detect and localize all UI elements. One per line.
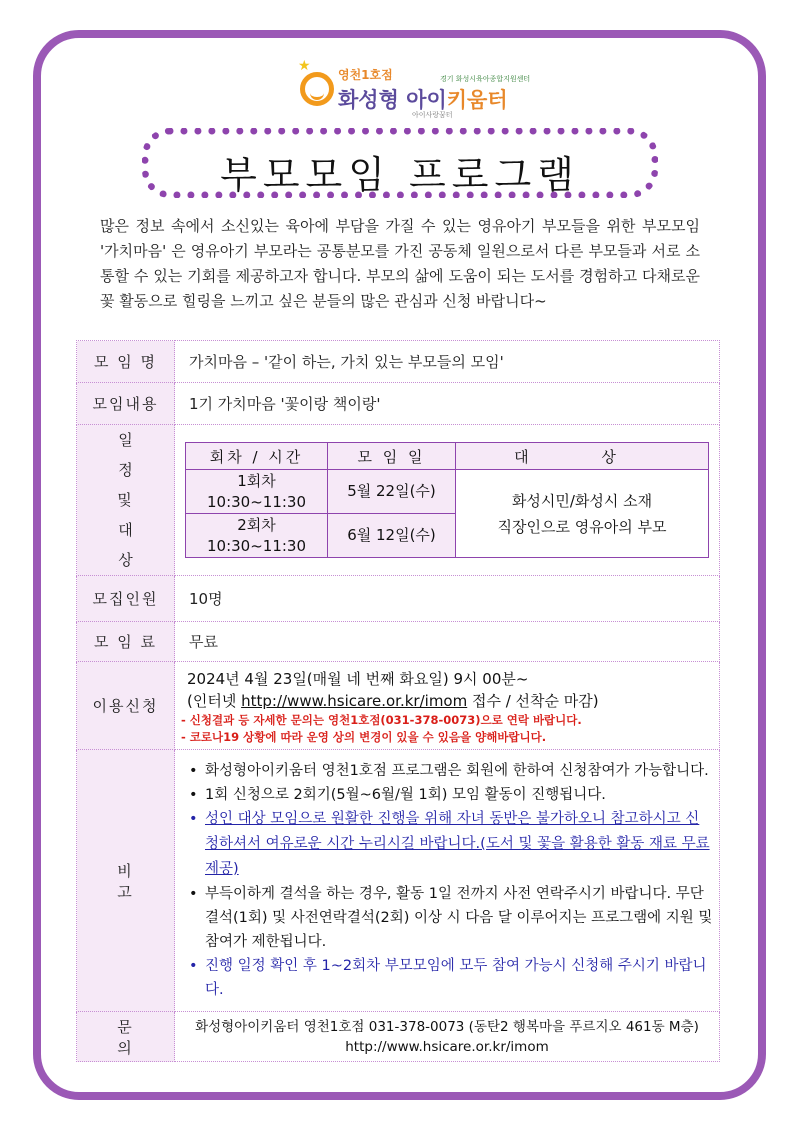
session-1-round-label: 1회차	[237, 471, 276, 490]
remark-item: • 1회 신청으로 2회기(5월~6월/월 1회) 모임 활동이 진행됩니다.	[187, 783, 713, 807]
apply-note-contact: - 신청결과 등 자세한 문의는 영천1호점(031-378-0073)으로 연락 바랍니다.	[181, 712, 582, 727]
row-schedule	[77, 425, 720, 576]
apply-cell	[175, 662, 720, 750]
label-schedule-2: 및	[117, 491, 134, 509]
program-info-table	[76, 340, 720, 1062]
value-program-name: 가치마음 – '같이 하는, 가치 있는 부모들의 모임'	[175, 341, 720, 383]
label-schedule-3: 대 상	[118, 521, 153, 569]
label-remarks: 비 고	[77, 750, 175, 1012]
row-contact	[77, 1012, 720, 1062]
row-program-name	[77, 341, 720, 383]
remark-item: • 화성형아이키움터 영천1호점 프로그램은 회원에 한하여 신청참여가 가능합니다.	[187, 759, 713, 783]
contact-cell	[175, 1012, 720, 1062]
intro-paragraph: 많은 정보 속에서 소신있는 육아에 부담을 가질 수 있는 영유아기 부모들을 위한 부모모임 '가치마음' 은 영유아기 부모라는 공통분모를 가진 공동체 일원으로서 다른 부모들과 서로 소통할 수 있는 기회를 제공하고자 합니다. 부모의 삶에 도움이 되는 도서를 경험하고 다채로운 꽃 활동으로 힐링을 느끼고 싶은 분들의 많은 관심과 신청 바랍니다~	[100, 217, 700, 310]
logo-subtitle: 아이사랑꿈터	[412, 111, 453, 119]
schedule-cell	[175, 425, 720, 576]
page-title: 부모모임 프로그램	[220, 153, 580, 197]
target-line-2: 직장인으로 영유아의 부모	[497, 517, 667, 536]
value-capacity: 10명	[175, 576, 720, 622]
session-2-date: 6월 12일(수)	[328, 514, 456, 558]
apply-method-post: 접수 / 선착순 마감)	[467, 691, 599, 710]
smile-face-icon	[300, 72, 334, 106]
contact-address: 화성형아이키움터 영천1호점 031-378-0073 (동탄2 행복마을 푸르지오 461동 M층)	[195, 1018, 699, 1035]
label-schedule-1: 일 정	[118, 431, 153, 479]
session-1-date: 5월 22일(수)	[328, 470, 456, 514]
schedule-table	[185, 442, 709, 558]
apply-method	[181, 690, 719, 712]
row-fee	[77, 622, 720, 662]
row-capacity	[77, 576, 720, 622]
partner-logo: 경기 화성시육아종합지원센터	[440, 75, 531, 83]
apply-url-link[interactable]: http://www.hsicare.or.kr/imom	[241, 691, 468, 710]
session-1-round	[186, 470, 328, 514]
session-2-round	[186, 514, 328, 558]
session-2-round-label: 2회차	[237, 515, 276, 534]
row-program-content	[77, 383, 720, 425]
session-2-time: 10:30~11:30	[206, 536, 307, 555]
schedule-header-target: 대 상	[456, 443, 709, 470]
label-apply: 이용신청	[77, 662, 175, 750]
session-1-time: 10:30~11:30	[206, 492, 307, 511]
schedule-header-round: 회차 / 시간	[186, 443, 328, 470]
logo-title-a: 화성형 아이	[338, 88, 447, 112]
remarks-list	[183, 759, 719, 1002]
label-program-name: 모 임 명	[77, 341, 175, 383]
label-fee: 모 임 료	[77, 622, 175, 662]
remark-item: • 부득이하게 결석을 하는 경우, 활동 1일 전까지 사전 연락주시기 바랍니다. 무단결석(1회) 및 사전연락결석(2회) 이상 시 다음 달 이루어지는 프로그램에 지원 및 참여가 제한됩니다.	[187, 882, 713, 954]
apply-date: 2024년 4월 23일(매월 네 번째 화요일) 9시 00분~	[187, 669, 529, 688]
value-fee: 무료	[175, 622, 720, 662]
label-contact: 문 의	[77, 1012, 175, 1062]
row-apply	[77, 662, 720, 750]
apply-note-covid: - 코로나19 상황에 따라 운영 상의 변경이 있을 수 있음을 양해바랍니다.	[181, 729, 547, 744]
schedule-header-date: 모 임 일	[328, 443, 456, 470]
logo	[298, 58, 530, 120]
row-remarks	[77, 750, 720, 1012]
schedule-row-1	[186, 470, 709, 514]
label-program-content: 모임내용	[77, 383, 175, 425]
remarks-cell	[175, 750, 720, 1012]
contact-url[interactable]: http://www.hsicare.or.kr/imom	[345, 1038, 549, 1055]
value-program-content: 1기 가치마음 '꽃이랑 책이랑'	[175, 383, 720, 425]
remark-item-highlight: • 진행 일정 확인 후 1~2회차 부모모임에 모두 참여 가능시 신청해 주시기 바랍니다.	[187, 954, 713, 1002]
target-line-1: 화성시민/화성시 소재	[511, 491, 653, 510]
remark-item-highlight: • 성인 대상 모임으로 원활한 진행을 위해 자녀 동반은 불가하오니 참고하시고 신청하셔서 여유로운 시간 누리시길 바랍니다.(도서 및 꽃을 활용한 활동 재료 무료 제공)	[187, 807, 713, 882]
apply-method-pre: (인터넷	[187, 691, 242, 710]
label-schedule	[77, 425, 175, 576]
logo-title-b: 키움터	[446, 88, 508, 112]
target-cell	[456, 470, 709, 558]
star-icon: ★	[298, 58, 311, 74]
label-capacity: 모집인원	[77, 576, 175, 622]
logo-branch: 영천1호점	[338, 68, 393, 82]
